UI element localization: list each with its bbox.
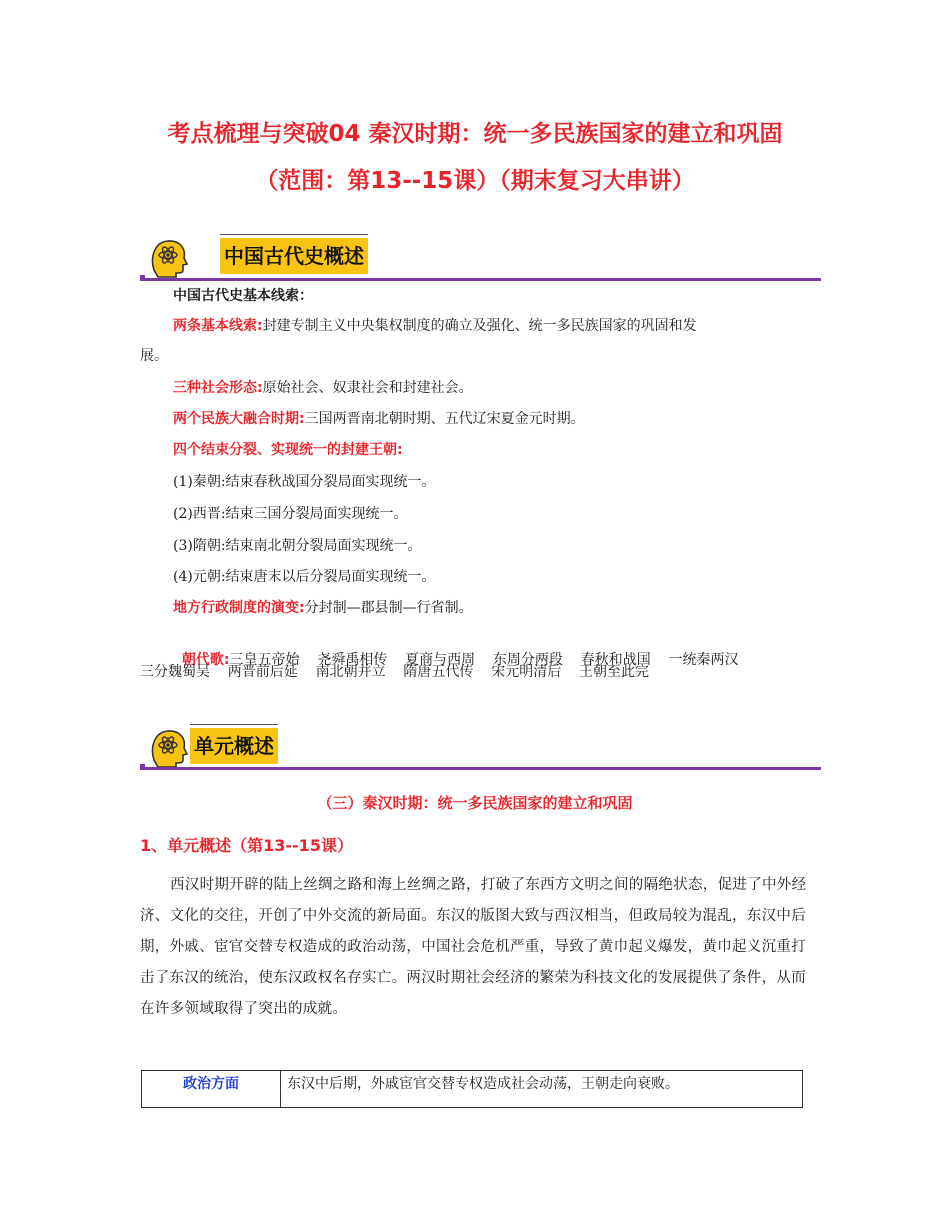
divider <box>140 767 821 770</box>
section-header-unit <box>140 722 820 772</box>
item-label: 地方行政制度的演变: <box>173 600 305 616</box>
page-subtitle: （范围：第13--15课）（期末复习大串讲） <box>255 168 695 194</box>
page-title: 考点梳理与突破04 秦汉时期：统一多民族国家的建立和巩固 <box>167 121 783 147</box>
unit-subtitle: （三）秦汉时期：统一多民族国家的建立和巩固 <box>317 794 633 812</box>
dynasty-song-line2: 三分魏蜀吴 两晋前后延 南北朝并立 隋唐五代传 宋元明清后 王朝至此完 <box>140 664 650 680</box>
intro-text: 中国古代史基本线索： <box>173 288 313 304</box>
dynasty-item: (4)元朝:结束唐末以后分裂局面实现统一。 <box>173 569 436 585</box>
point-title: 1、单元概述（第13--15课） <box>140 836 353 855</box>
section-heading: 单元概述 <box>190 728 278 764</box>
item-text: 原始社会、奴隶社会和封建社会。 <box>262 380 473 396</box>
section-header-overview <box>140 232 820 282</box>
dynasty-item: (3)隋朝:结束南北朝分裂局面实现统一。 <box>173 538 422 554</box>
two-lines-item <box>173 316 697 336</box>
unit-paragraph: 西汉时期开辟的陆上丝绸之路和海上丝绸之路，打破了东西方文明之间的隔绝状态，促进了中外经济、文化的交往，开创了中外交流的新局面。东汉的版图大致与西汉相当，但政局较为混乱，东汉中后期，外戚、宦官交替专权造成的政治动荡，中国社会危机严重，导致了黄巾起义爆发，黄巾起义沉重打击了东汉的统治，使东汉政权名存实亡。两汉时期社会经济的繁荣为科技文化的发展提供了条件，从而在许多领域取得了突出的成就。 <box>140 877 807 1017</box>
item-text: 封建专制主义中央集权制度的确立及强化、统一多民族国家的巩固和发 <box>262 318 697 334</box>
section-heading: 中国古代史概述 <box>220 238 368 274</box>
admin-item <box>173 598 473 618</box>
two-lines-cont: 展。 <box>140 348 168 364</box>
item-label: 三种社会形态: <box>173 380 263 396</box>
info-table <box>141 1070 803 1108</box>
divider <box>140 278 821 281</box>
item-label: 两个民族大融合时期: <box>173 411 305 427</box>
head-atom-icon <box>146 726 188 768</box>
table-row <box>142 1071 803 1108</box>
dynasties-label: 四个结束分裂、实现统一的封建王朝: <box>173 442 403 458</box>
table-key: 政治方面 <box>142 1071 281 1108</box>
head-atom-icon <box>146 236 188 278</box>
three-forms-item <box>173 378 473 398</box>
item-text: 三国两晋南北朝时期、五代辽宋夏金元时期。 <box>304 411 585 427</box>
item-text: 分封制—郡县制—行省制。 <box>304 600 473 616</box>
dynasty-item: (2)西晋:结束三国分裂局面实现统一。 <box>173 506 408 522</box>
item-text: 三皇五帝始 尧舜禹相传 夏商与西周 东周分两段 春秋和战国 一统秦两汉 <box>229 652 739 668</box>
table-value: 东汉中后期，外戚宦官交替专权造成社会动荡，王朝走向衰败。 <box>281 1071 803 1108</box>
dynasty-item: (1)秦朝:结束春秋战国分裂局面实现统一。 <box>173 474 436 490</box>
item-label: 朝代歌: <box>181 652 230 668</box>
fusion-item <box>173 409 585 429</box>
item-label: 两条基本线索: <box>173 318 263 334</box>
